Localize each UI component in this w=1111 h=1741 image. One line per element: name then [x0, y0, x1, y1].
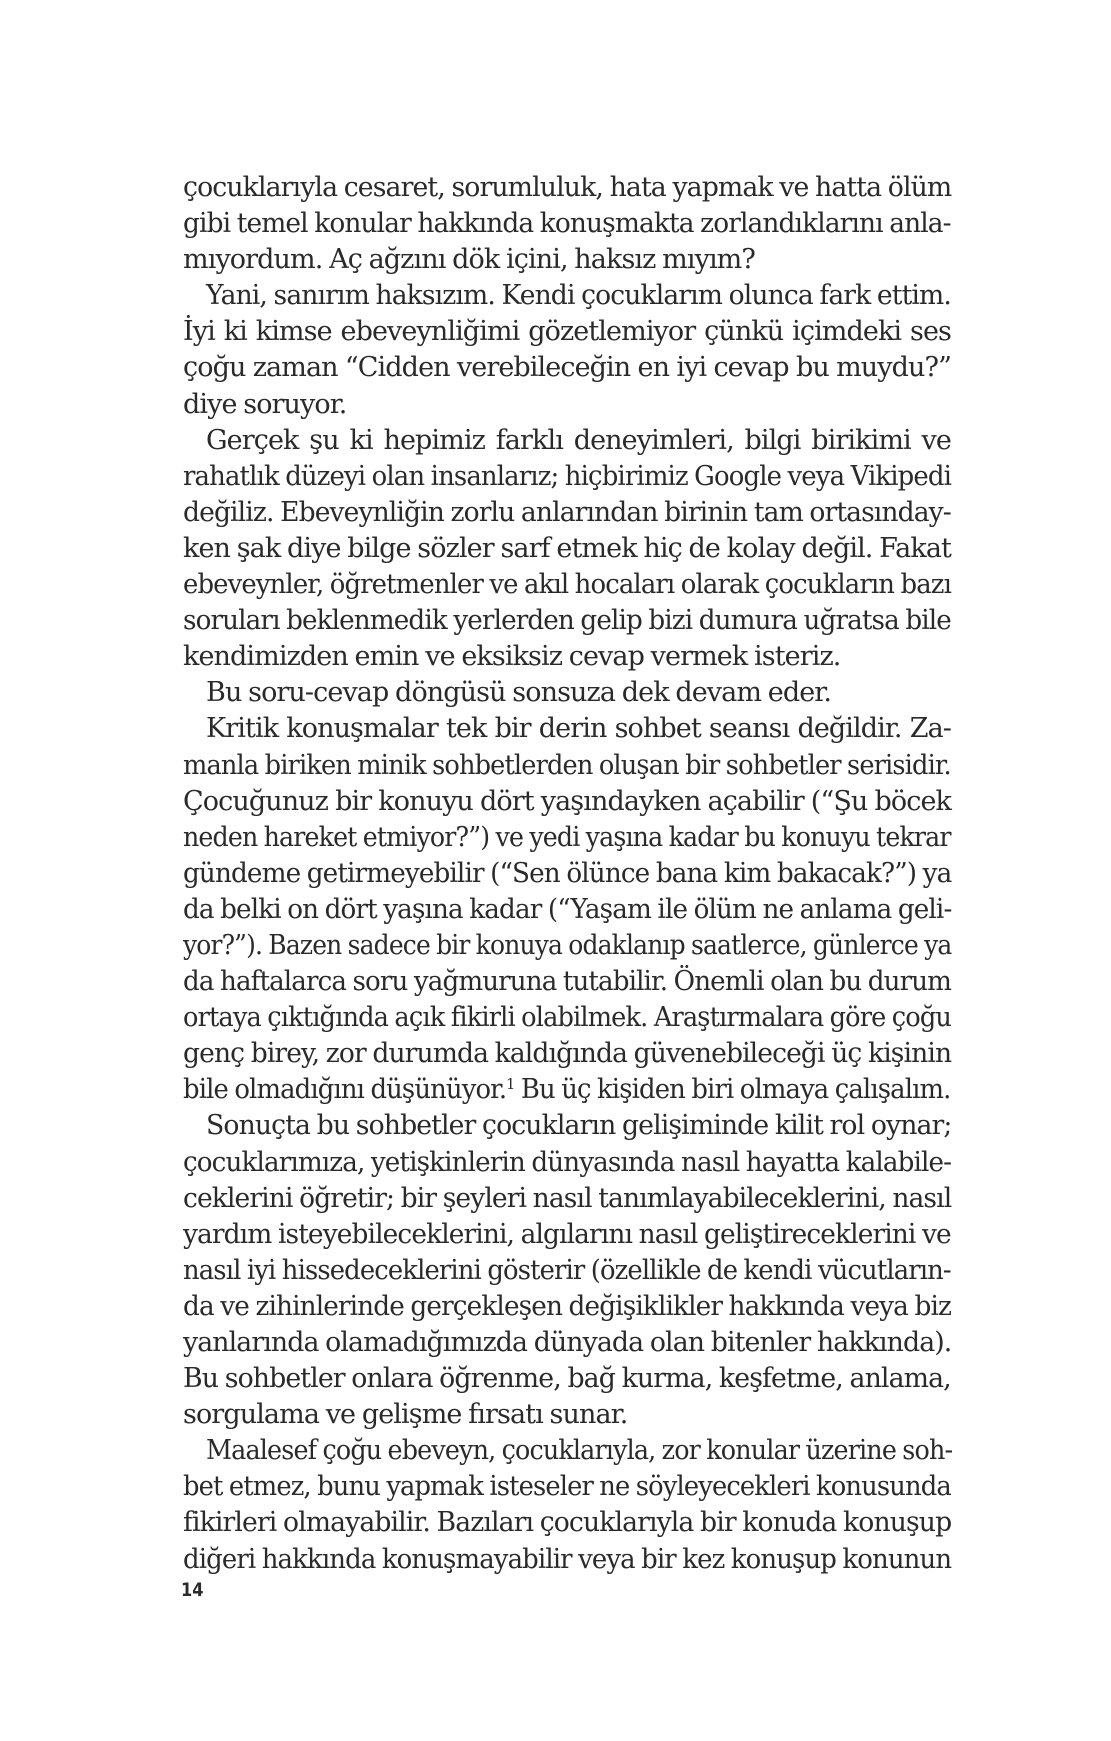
- text-line: kendimizden emin ve eksiksiz cevap vermek isteriz.: [183, 641, 841, 673]
- text-line: Maalesef çoğu ebeveyn, çocuklarıyla, zor konular üzerine soh-: [206, 1435, 953, 1467]
- text-line: değiliz. Ebeveynliğin zorlu anlarından birinin tam ortasınday-: [183, 496, 951, 528]
- text-line: çocuklarıyla cesaret, sorumluluk, hata yapmak ve hatta ölüm: [183, 172, 952, 203]
- text-line: ceklerini öğretir; bir şeyleri nasıl tanımlayabileceklerini, nasıl: [183, 1182, 952, 1214]
- text-line: rahatlık düzeyi olan insanlarız; hiçbirimiz Google veya Vikipedi: [183, 460, 952, 492]
- text-line: İyi ki kimse ebeveynliğimi gözetlemiyor çünkü içimdeki ses: [183, 316, 951, 348]
- body-text: [183, 170, 951, 1578]
- text-line: gibi temel konular hakkında konuşmakta zorlandıklarını anla-: [183, 208, 951, 240]
- text-line: yor?”). Bazen sadece bir konuya odaklanıp saatlerce, günlerce ya: [183, 929, 952, 961]
- text-line: ebeveynler, öğretmenler ve akıl hocaları olarak çocukların bazı: [183, 569, 951, 601]
- text-line: mıyordum. Aç ağzını dök içini, haksız mıyım?: [183, 244, 755, 276]
- text-line: Bu soru-cevap döngüsü sonsuza dek devam eder.: [206, 677, 832, 709]
- text-line: sorgulama ve gelişme fırsatı sunar.: [183, 1399, 628, 1431]
- text-line: yanlarında olamadığımızda dünyada olan bitenler hakkında).: [183, 1327, 952, 1358]
- text-line: yardım isteyebileceklerini, algılarını nasıl geliştireceklerini ve: [183, 1218, 951, 1250]
- text-line: da belki on dört yaşına kadar (“Yaşam ile ölüm ne anlama geli-: [183, 893, 952, 925]
- text-fragment: bile olmadığını düşünüyor.: [183, 1074, 507, 1106]
- text-line: genç birey, zor durumda kaldığında güvenebileceği üç kişinin: [183, 1038, 952, 1070]
- page-number: 14: [181, 1579, 204, 1601]
- text-line: Sonuçta bu sohbetler çocukların gelişiminde kilit rol oynar;: [206, 1110, 952, 1142]
- text-line: [183, 1072, 951, 1108]
- text-line: Yani, sanırım haksızım. Kendi çocuklarım olunca fark ettim.: [206, 280, 951, 312]
- text-line: diye soruyor.: [183, 388, 347, 420]
- text-line: Çocuğunuz bir konuyu dört yaşındayken açabilir (“Şu böcek: [183, 785, 951, 817]
- text-line: neden hareket etmiyor?”) ve yedi yaşına kadar bu konuyu tekrar: [183, 821, 951, 853]
- text-line: bet etmez, bunu yapmak isteseler ne söyleyecekleri konusunda: [183, 1471, 951, 1503]
- text-line: da haftalarca soru yağmuruna tutabilir. Önemli olan bu durum: [183, 966, 952, 998]
- text-line: gündeme getirmeyebilir (“Sen ölünce bana kim bakacak?”) ya: [183, 857, 952, 889]
- text-line: çoğu zaman “Cidden verebileceğin en iyi cevap bu muydu?”: [183, 352, 951, 384]
- text-line: Bu sohbetler onlara öğrenme, bağ kurma, keşfetme, anlama,: [183, 1363, 951, 1395]
- footnote-marker: 1: [506, 1075, 515, 1094]
- text-line: manla biriken minik sohbetlerden oluşan bir sohbetler serisidir.: [183, 749, 951, 781]
- text-line: da ve zihinlerinde gerçekleşen değişiklikler hakkında veya biz: [183, 1290, 951, 1322]
- text-line: çocuklarımıza, yetişkinlerin dünyasında nasıl hayatta kalabile-: [183, 1146, 952, 1178]
- text-line: ken şak diye bilge sözler sarf etmek hiç de kolay değil. Fakat: [183, 532, 951, 564]
- text-line: soruları beklenmedik yerlerden gelip bizi dumura uğratsa bile: [183, 605, 951, 637]
- text-line: ortaya çıktığında açık fikirli olabilmek. Araştırmalara göre çoğu: [183, 1002, 952, 1034]
- text-line: fikirleri olmayabilir. Bazıları çocuklarıyla bir konuda konuşup: [183, 1507, 952, 1539]
- text-line: Gerçek şu ki hepimiz farklı deneyimleri, bilgi birikimi ve: [206, 424, 951, 456]
- text-line: Kritik konuşmalar tek bir derin sohbet seansı değildir. Za-: [206, 713, 951, 745]
- text-line: diğeri hakkında konuşmayabilir veya bir kez konuşup konunun: [183, 1543, 952, 1575]
- text-fragment: Bu üç kişiden biri olmaya çalışalım.: [514, 1074, 951, 1106]
- text-line: nasıl iyi hissedeceklerini gösterir (özellikle de kendi vücutların-: [183, 1254, 951, 1286]
